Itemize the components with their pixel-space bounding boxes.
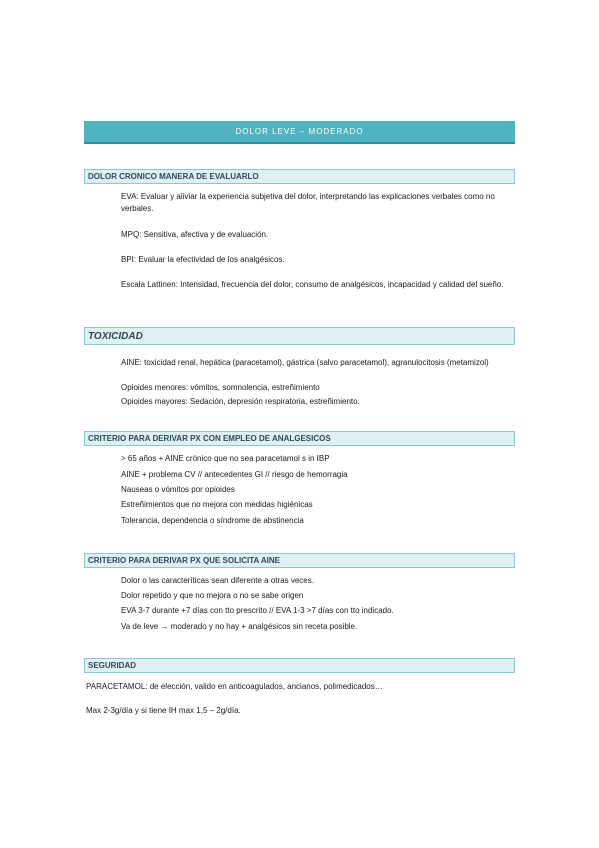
section-heading-seguridad: SEGURIDAD — [84, 658, 515, 673]
item-estrenimientos: Estreñimientos que no mejora con medidas higiénicas — [121, 500, 313, 509]
item-aine-cv: AINE + problema CV // antecedentes GI // riesgo de hemorragia — [121, 470, 348, 479]
item-dolor-repetido: Dolor repetido y que no mejora o no se sabe origen — [121, 591, 304, 600]
item-opioides-menores: Opioides menores: vómitos, somnolencia, estreñimiento — [121, 383, 320, 392]
item-eva-duracion: EVA 3-7 durante +7 días con tto prescrito // EVA 1-3 >7 días con tto indicado. — [121, 606, 394, 615]
section-heading-toxicidad: TOXICIDAD — [84, 327, 515, 345]
item-dolor-diferente: Dolor o las caracteríticas sean diferente a otras veces. — [121, 576, 314, 585]
item-tolerancia: Tolerancia, dependencia o síndrome de abstinencia — [121, 516, 304, 525]
item-paracetamol: PARACETAMOL: de elección, valido en anticoagulados, ancianos, polimedicados… — [86, 682, 383, 691]
item-leve-moderado: Va de leve → moderado y no hay + analgésicos sin receta posible. — [121, 622, 358, 631]
section-heading-derivar-analgesicos: CRITERIO PARA DERIVAR PX CON EMPLEO DE ANALGESICOS — [84, 431, 515, 446]
item-aine-toxicidad: AINE: toxicidad renal, hepática (paracetamol), gástrica (salvo paracetamol), agranulocitosis (metamizol) — [121, 358, 489, 367]
section-heading-evaluacion: DOLOR CRONICO MANERA DE EVALUARLO — [84, 169, 515, 184]
document-title: DOLOR LEVE – MODERADO — [84, 121, 515, 144]
item-nauseas: Nauseas o vómitos por opioides — [121, 485, 235, 494]
item-bpi: BPI: Evaluar la efectividad de los analgésicos. — [121, 255, 285, 264]
item-opioides-mayores: Opioides mayores: Sedación, depresión respiratoria, estreñimiento. — [121, 397, 360, 406]
section-heading-derivar-aine: CRITERIO PARA DERIVAR PX QUE SOLICITA AINE — [84, 553, 515, 568]
item-mpq: MPQ: Sensitiva, afectiva y de evaluación. — [121, 230, 269, 239]
item-lattinen: Escala Lattinen: Intensidad, frecuencia del dolor, consumo de analgésicos, incapacidad y calidad del sueño. — [121, 280, 504, 289]
item-eva: EVA: Evaluar y aliviar la experiencia subjetiva del dolor, interpretando las explicaciones verbales como no verbales. — [121, 192, 495, 213]
item-dosis-maxima: Max 2-3g/día y si tiene IH max 1,5 – 2g/día. — [86, 706, 241, 715]
item-mayores-65: > 65 años + AINE crónico que no sea paracetamol s in IBP — [121, 454, 330, 463]
